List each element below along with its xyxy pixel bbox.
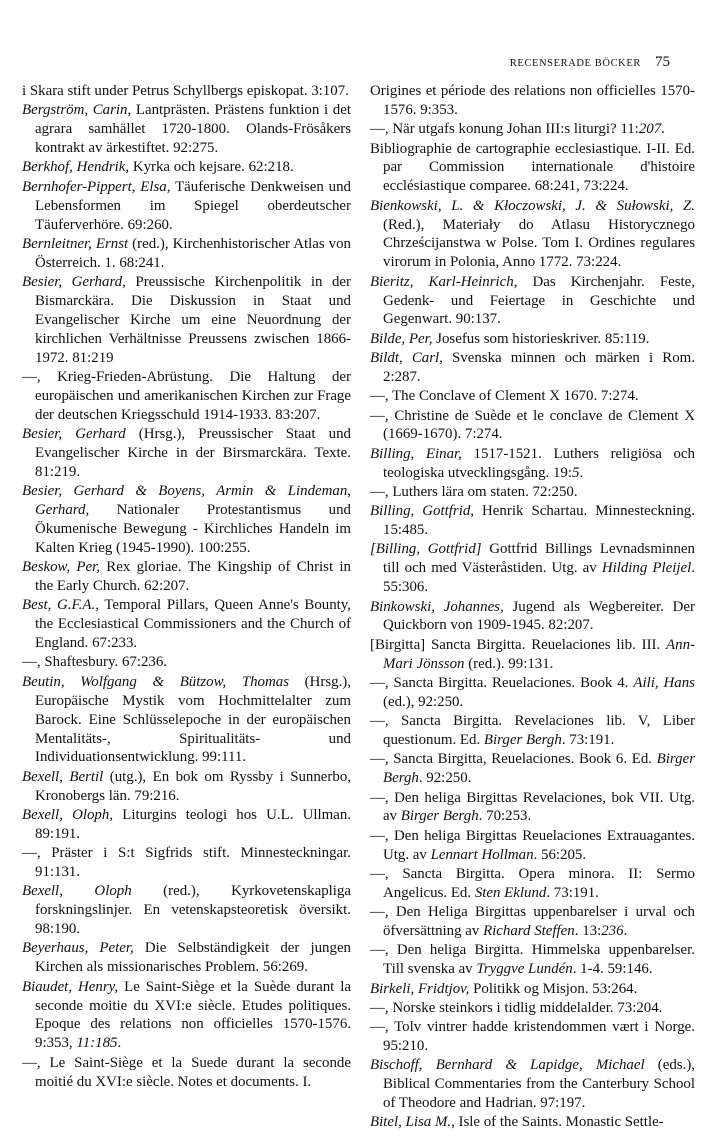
index-entry <box>370 273 695 330</box>
index-entry <box>22 558 351 596</box>
entry-text: . 13: <box>574 923 602 940</box>
entry-italic-text: Sten Eklund <box>474 884 547 901</box>
entry-text: Isle of the Saints. Monastic Settle- <box>454 1114 664 1131</box>
index-entry <box>370 712 695 750</box>
entry-text: Rex gloriae. The Kingship of Christ in the Early Church. 62:207. <box>35 559 351 595</box>
index-entry <box>22 1054 351 1092</box>
entry-text: —, Sancta Birgitta, Reuelaciones. Book 6. Ed. <box>370 751 657 768</box>
entry-text: Origines et période des relations non officielles 1570-1576. 9:353. <box>370 83 695 118</box>
entry-text: —, Christine de Suède et le conclave de Clement X (1669-1670). 7:274. <box>370 407 695 443</box>
index-entry <box>370 349 695 387</box>
index-entry <box>370 120 695 139</box>
index-entry <box>370 598 695 636</box>
index-entry <box>370 941 695 979</box>
entry-italic-text: Bernhofer-Pippert, Elsa, <box>22 178 171 195</box>
entry-text: . <box>661 121 665 138</box>
entry-italic-text: 236 <box>601 923 624 940</box>
index-entry <box>370 980 695 999</box>
entry-text: (red.), Kirchenhistorischer Atlas von Österreich. 1. 68:241. <box>35 235 351 271</box>
entry-italic-text: Bitel, Lisa M., <box>370 1114 455 1131</box>
entry-italic-text: Aili, Hans <box>633 674 695 691</box>
entry-italic-text: Besier, Gerhard, <box>22 274 126 291</box>
entry-text: Le Saint-Siège et la Suède durant la seconde moitie du XVI:e siècle. Etudes politiques. Epoque des relations non officielles 1570-1576. 9:353, <box>35 978 352 1052</box>
page-number: 75 <box>655 54 670 70</box>
entry-italic-text: Bienkowski, L. & Kłoczowski, J. & Sułowski, Z. <box>370 197 695 214</box>
entry-text: (utg.), En bok om Ryssby i Sunnerbo, Kronobergs län. 79:216. <box>35 768 351 804</box>
index-entry <box>22 101 351 158</box>
entry-italic-text: Besier, Gerhard & Boyens, Armin & Lindeman, Gerhard, <box>22 483 351 519</box>
index-entry <box>370 502 695 540</box>
entry-text: Preussische Kirchenpolitik in der Bismarckära. Die Diskussion in Staat und Evangelischer Kirche um eine Neuordnung der kirchlichen Verhältnisse Preussens zwischen 1866-1972. 81:219 <box>35 274 351 366</box>
entry-text: (eds.), Biblical Commentaries from the Canterbury School of Theodore and Hadrian. 97:197. <box>383 1057 696 1112</box>
entry-italic-text: 207 <box>638 121 662 138</box>
entry-text: Bibliographie de cartographie ecclesiastique. I-II. Ed. par Commission internationale d'histoire ecclésiastique comparee. 68:241, 73:224. <box>370 140 695 195</box>
index-entry <box>22 368 351 425</box>
entry-italic-text: Berkhof, Hendrik, <box>22 159 130 176</box>
entry-italic-text: Birger Bergh <box>383 751 695 787</box>
entry-text: Kyrka och kejsare. 62:218. <box>129 159 294 176</box>
left-column <box>22 82 351 1092</box>
entry-text: —, Sancta Birgitta. Reuelaciones. Book 4. <box>370 674 634 691</box>
entry-italic-text: Binkowski, Johannes, <box>370 598 504 615</box>
entry-italic-text: Best, G.F.A., <box>22 597 99 614</box>
entry-italic-text: Birkeli, Fridtjov, <box>370 980 470 997</box>
index-entry <box>370 865 695 903</box>
entry-text: —, Den Heliga Birgittas uppenbarelser i urval och öfversättning av <box>370 904 695 940</box>
index-entry <box>370 1018 695 1056</box>
index-entry <box>22 673 351 768</box>
entry-italic-text: Bieritz, Karl-Heinrich, <box>370 273 518 290</box>
entry-text: Das Kirchenjahr. Feste, Gedenk- und Feiertage in Geschichte und Gegenwart. 90:137. <box>383 273 695 328</box>
entry-text: . 73:191. <box>546 884 599 901</box>
entry-italic-text: Billing, Einar, <box>370 445 462 462</box>
entry-italic-text: Beskow, Per, <box>22 559 100 576</box>
entry-text: Josefus som historieskriver. 85:119. <box>432 330 650 347</box>
entry-text: —, Den heliga Birgittas Revelaciones, bok VII. Utg. av <box>370 789 695 825</box>
index-entry <box>370 540 695 597</box>
entry-italic-text: Biaudet, Henry, <box>22 978 119 995</box>
entry-text: . 55:306. <box>383 560 695 596</box>
entry-text: —, The Conclave of Clement X 1670. 7:274. <box>370 388 639 405</box>
entry-italic-text: 11:185 <box>76 1035 118 1052</box>
index-entry <box>22 273 351 368</box>
index-entry <box>22 482 351 558</box>
entry-text: (Hrsg.), Europäische Mystik vom Hochmittelalter zum Barock. Eine Schlüsselepoche in der europäischen Mentalitäts-, Spiritualitäts- und Individuationsentwicklung. 99:111. <box>35 673 351 766</box>
index-entry <box>370 789 695 827</box>
entry-text: [Birgitta] Sancta Birgitta. Reuelaciones lib. III. <box>370 636 667 653</box>
entry-text: —, Präster i S:t Sigfrids stift. Minnesteckningar. 91:131. <box>22 845 351 881</box>
entry-text: (red.). 99:131. <box>464 655 554 672</box>
entry-italic-text: Hilding Pleijel <box>601 560 692 577</box>
index-entry <box>22 939 351 977</box>
entry-italic-text: Birger Bergh <box>400 808 479 825</box>
entry-text: —, Den heliga Birgitta. Himmelska uppenbarelser. Till svenska av <box>370 942 695 978</box>
index-entry <box>22 844 351 882</box>
running-head-title: RECENSERADE BÖCKER <box>509 58 641 69</box>
entry-italic-text: Bexell, Oloph <box>22 883 132 900</box>
entry-text: . 1-4. 59:146. <box>572 961 653 978</box>
entry-italic-text: Beyerhaus, Peter, <box>22 940 134 957</box>
entry-text: Nationaler Protestantismus und Ökumenische Bewegung - Kirchliches Handeln im Kalten Krieg (1945-1990). 100:255. <box>35 502 351 556</box>
index-entry <box>370 1056 695 1113</box>
entry-text: Gottfrid Billings Levnadsminnen till och med Västeråstiden. Utg. av <box>383 541 695 577</box>
entry-italic-text: Bexell, Oloph, <box>22 806 114 823</box>
entry-italic-text: Besier, Gerhard <box>22 426 126 443</box>
index-entry <box>22 235 351 273</box>
index-entry <box>370 827 695 865</box>
entry-text: . 92:250. <box>418 770 472 787</box>
entry-italic-text: 5 <box>572 464 580 481</box>
entry-text: —, Norske steinkors i tidlig middelalder. 73:204. <box>370 999 663 1016</box>
index-entry <box>22 978 351 1054</box>
index-entry <box>370 407 695 445</box>
entry-italic-text: Bildt, Carl, <box>370 350 443 367</box>
index-entry <box>22 596 351 653</box>
entry-italic-text: Bergström, Carin, <box>22 102 132 119</box>
entry-text: . <box>117 1035 122 1052</box>
index-entry <box>370 197 695 273</box>
index-entry <box>370 1113 695 1132</box>
index-entry <box>22 768 351 806</box>
entry-text: (ed.), 92:250. <box>383 693 464 710</box>
entry-text: —, Sancta Birgitta. Revelaciones lib. V, Liber questionum. Ed. <box>370 713 695 749</box>
entry-text: (Red.), Materiały do Atlasu Historycznego Chrześcijanstwa w Polse. Tom I. Ordines regulares virorum in Polonia, Anno 1772. 73:224. <box>383 216 695 271</box>
entry-text: Svenska minnen och märken i Rom. 2:287. <box>383 350 695 385</box>
entry-text: (red.), Kyrkovetenskapliga forskningslinjer. En vetenskapsteoretisk översikt. 98:190. <box>35 883 351 938</box>
entry-text: —, Den heliga Birgittas Reuelaciones Extrauagantes. Utg. av <box>370 827 695 863</box>
entry-italic-text: Bischoff, Bernhard & Lapidge, Michael <box>370 1057 645 1074</box>
entry-text: —, Shaftesbury. 67:236. <box>22 654 168 671</box>
entry-text: Liturgins teologi hos U.L. Ullman. 89:191. <box>35 806 352 842</box>
entry-text: . 56:205. <box>533 846 587 863</box>
index-entry <box>370 387 695 406</box>
index-entry <box>370 483 695 502</box>
right-column <box>370 82 695 1133</box>
entry-text: Die Selbständigkeit der jungen Kirchen als missionarisches Problem. 56:269. <box>35 940 352 976</box>
index-entry <box>370 750 695 788</box>
entry-italic-text: Billing, Gottfrid, <box>370 503 475 520</box>
entry-italic-text: Bilde, Per, <box>370 330 433 347</box>
entry-text: (Hrsg.), Preussischer Staat und Evangelischer Kirche in der Birsmarckära. Texte. 81:219. <box>35 426 351 480</box>
index-entry <box>22 882 351 939</box>
entry-text: —, Sancta Birgitta. Opera minora. II: Sermo Angelicus. Ed. <box>370 865 695 901</box>
index-entry <box>370 330 695 349</box>
index-entry <box>22 158 351 177</box>
index-entry <box>370 636 695 674</box>
index-entry <box>22 425 351 482</box>
entry-italic-text: [Billing, Gottfrid] <box>370 541 482 558</box>
entry-text: . 73:191. <box>561 732 615 749</box>
entry-italic-text: Tryggve Lundén <box>476 961 573 978</box>
entry-italic-text: Bexell, Bertil <box>22 768 104 785</box>
entry-text: Jugend als Wegbereiter. Der Quickborn von 1909-1945. 82:207. <box>383 598 695 634</box>
index-entry <box>370 140 695 197</box>
index-entry <box>22 653 351 672</box>
entry-italic-text: Birger Bergh <box>483 732 562 749</box>
index-entry <box>22 178 351 235</box>
entry-text: —, Luthers lära om staten. 72:250. <box>370 483 578 500</box>
entry-italic-text: Bernleitner, Ernst <box>22 235 129 252</box>
entry-text: —, Krieg-Frieden-Abrüstung. Die Haltung der europäischen und amerikanischen Kirchen zur Frage der deutschen Kriegsschuld 1914-1933. 83:207. <box>22 368 351 423</box>
entry-text: Täuferische Denkweisen und Lebensformen im Spiegel oberdeutscher Täuferverhöre. 69:260. <box>35 178 351 233</box>
entry-text: Temporal Pillars, Queen Anne's Bounty, the Ecclesiastical Commissioners and the Church of England. 67:233. <box>35 597 352 652</box>
entry-text: Politikk og Misjon. 53:264. <box>469 980 638 997</box>
running-head <box>510 54 670 71</box>
entry-text: i Skara stift under Petrus Schyllbergs episkopat. 3:107. <box>22 83 349 99</box>
entry-italic-text: Ann-Mari Jönsson <box>383 636 695 672</box>
index-entry <box>370 674 695 712</box>
entry-text: —, Le Saint-Siège et la Suede durant la seconde moitié du XVI:e siècle. Notes et documents. I. <box>22 1054 351 1090</box>
entry-italic-text: Richard Steffen <box>483 923 575 940</box>
entry-text: —, När utgafs konung Johan III:s liturgi? 11: <box>370 121 639 138</box>
entry-text: Henrik Schartau. Minnesteckning. 15:485. <box>383 503 695 539</box>
index-entry <box>370 903 695 941</box>
index-entry <box>22 82 351 101</box>
entry-text: Lantprästen. Prästens funktion i det agrara samhället 1720-1800. Olands-Frösåkers kontrakt av ärkestiftet. 92:275. <box>35 102 351 157</box>
index-entry <box>370 82 695 120</box>
index-entry <box>22 806 351 844</box>
entry-italic-text: Beutin, Wolfgang & Bützow, Thomas <box>22 673 289 690</box>
entry-text: . <box>623 923 628 940</box>
index-entry <box>370 999 695 1018</box>
entry-italic-text: Lennart Hollman <box>430 846 534 863</box>
entry-text: 1517-1521. Luthers religiösa och teologiska utvecklingsgång. 19: <box>383 445 695 481</box>
entry-text: —, Tolv vintrer hadde kristendommen vært i Norge. 95:210. <box>370 1019 695 1055</box>
entry-text: . 70:253. <box>478 808 532 825</box>
entry-text: . <box>579 464 584 481</box>
index-entry <box>370 445 695 483</box>
